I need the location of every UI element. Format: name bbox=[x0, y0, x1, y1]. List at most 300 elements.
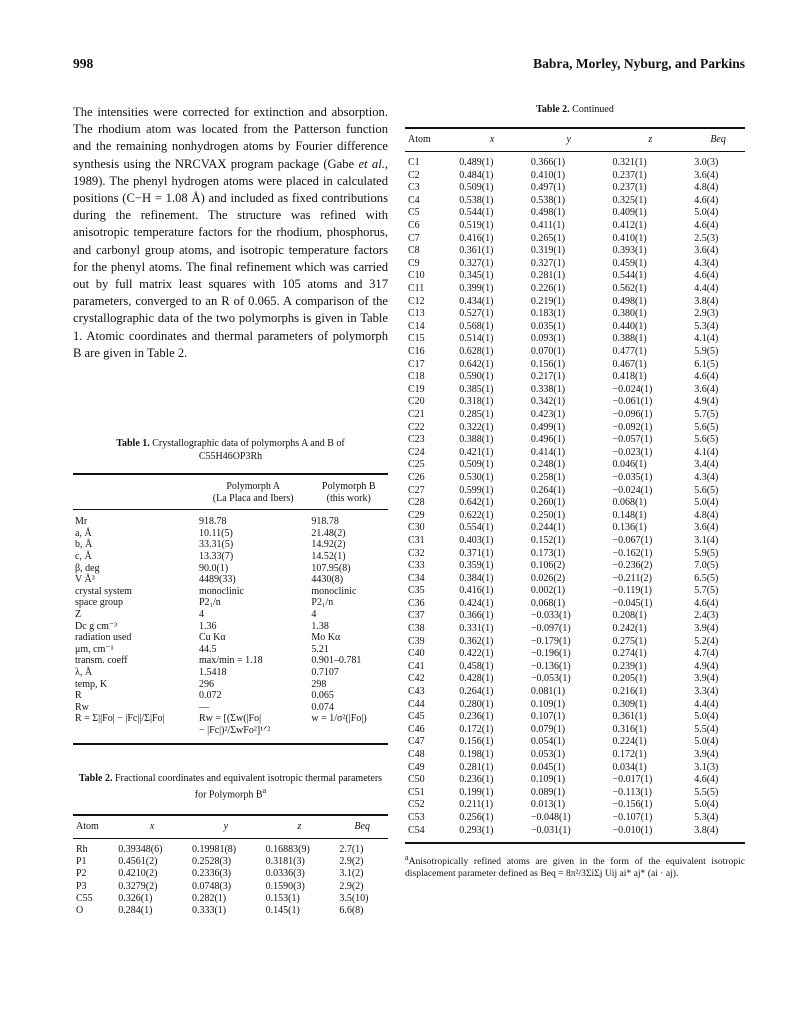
table2b-row bbox=[405, 636, 745, 649]
coordinate-value: 4.6(4) bbox=[694, 194, 719, 206]
atom-label: C9 bbox=[408, 257, 420, 269]
coordinate-value: 0.371(1) bbox=[459, 547, 494, 559]
coordinate-value: 0.39348(6) bbox=[118, 844, 163, 856]
coordinate-value: 0.428(1) bbox=[459, 673, 494, 685]
coordinate-value: 3.3(4) bbox=[694, 686, 719, 698]
table2b-row bbox=[405, 195, 745, 208]
coordinate-value: 0.467(1) bbox=[612, 358, 647, 370]
atom-label: C8 bbox=[408, 245, 420, 257]
coordinate-value: 5.0(4) bbox=[694, 207, 719, 219]
atom-label: C41 bbox=[408, 660, 425, 672]
table2b-row bbox=[405, 774, 745, 787]
coordinate-value: 3.1(4) bbox=[694, 534, 719, 546]
coordinate-value: 4.4(4) bbox=[694, 698, 719, 710]
atom-label: C27 bbox=[408, 484, 425, 496]
coordinate-value: 3.6(4) bbox=[694, 169, 719, 181]
table1-row bbox=[73, 574, 388, 586]
table2b-row bbox=[405, 258, 745, 271]
table1-row-label: space group bbox=[75, 597, 124, 609]
coordinate-value: 2.9(2) bbox=[339, 856, 364, 868]
coordinate-value: 0.628(1) bbox=[459, 346, 494, 357]
atom-label: C1 bbox=[408, 157, 420, 169]
coordinate-value: 4.9(4) bbox=[694, 660, 719, 672]
coordinate-value: 0.326(1) bbox=[118, 892, 153, 904]
coordinate-value: 3.1(2) bbox=[339, 868, 364, 880]
atom-label: C12 bbox=[408, 295, 425, 307]
coordinate-value: 0.538(1) bbox=[459, 194, 494, 206]
table2b-row bbox=[405, 396, 745, 409]
coordinate-value: 0.642(1) bbox=[459, 497, 494, 509]
table1-row-label: Mr bbox=[75, 516, 88, 528]
atom-label: C42 bbox=[408, 673, 425, 685]
coordinate-value: 0.325(1) bbox=[612, 194, 647, 206]
coordinate-value: −0.236(2) bbox=[612, 560, 653, 572]
coordinate-value: 0.153(1) bbox=[265, 892, 300, 904]
coordinate-value: 0.211(1) bbox=[459, 799, 494, 811]
atom-label: C22 bbox=[408, 421, 425, 433]
table1-row bbox=[73, 528, 388, 540]
table2b-row bbox=[405, 686, 745, 699]
table2a-row bbox=[73, 905, 388, 917]
coordinate-value: 0.477(1) bbox=[612, 346, 647, 357]
table2a-row bbox=[73, 868, 388, 880]
atom-label: C16 bbox=[408, 346, 425, 357]
coordinate-value: 0.236(1) bbox=[459, 774, 494, 786]
coordinate-value: 0.527(1) bbox=[459, 308, 494, 320]
table1-value-b: 5.21 bbox=[311, 643, 329, 655]
table1-row-label: radiation used bbox=[75, 632, 132, 644]
coordinate-value: 0.412(1) bbox=[612, 220, 647, 232]
coordinate-value: 3.9(4) bbox=[694, 749, 719, 760]
atom-label: C7 bbox=[408, 232, 420, 244]
coordinate-value: 0.411(1) bbox=[530, 220, 565, 232]
table1-value-b: 0.074 bbox=[311, 701, 334, 713]
atom-label: C32 bbox=[408, 547, 425, 559]
atom-label: C33 bbox=[408, 560, 425, 572]
table2b-row bbox=[405, 207, 745, 220]
table1-row bbox=[73, 667, 388, 679]
coordinate-value: 0.208(1) bbox=[612, 610, 647, 622]
table1-value-b: 4 bbox=[311, 608, 317, 620]
coordinate-value: −0.010(1) bbox=[612, 824, 653, 836]
coordinate-value: 2.9(3) bbox=[694, 308, 719, 320]
table1-value-b: Mo Kα bbox=[311, 632, 341, 644]
table2b-row bbox=[405, 359, 745, 372]
coordinate-value: 3.4(4) bbox=[694, 459, 719, 471]
atom-label: C5 bbox=[408, 207, 420, 219]
coordinate-value: 3.0(3) bbox=[694, 157, 719, 169]
coordinate-value: 0.265(1) bbox=[530, 232, 566, 244]
atom-label: C23 bbox=[408, 434, 425, 446]
coordinate-value: 0.509(1) bbox=[459, 182, 494, 194]
coordinate-value: −0.024(1) bbox=[612, 383, 653, 395]
coordinate-value: 0.226(1) bbox=[530, 283, 566, 295]
table1-value-b: 1.38 bbox=[311, 620, 329, 632]
atom-label: C19 bbox=[408, 383, 425, 395]
coordinate-value: −0.024(1) bbox=[612, 484, 653, 496]
table1-value-a: 13.33(7) bbox=[198, 551, 234, 563]
atom-label: C39 bbox=[408, 635, 425, 647]
coordinate-value: 0.281(1) bbox=[530, 270, 566, 282]
coordinate-value: −0.057(1) bbox=[612, 434, 653, 446]
coordinate-value: 2.9(2) bbox=[339, 880, 364, 892]
atom-label: C55 bbox=[76, 892, 93, 904]
coordinate-value: 0.081(1) bbox=[530, 686, 566, 698]
table1-value-b: 14.92(2) bbox=[311, 539, 346, 551]
table2b-row bbox=[405, 548, 745, 561]
atom-label: C24 bbox=[408, 446, 425, 458]
atom-label: C11 bbox=[408, 283, 425, 295]
coordinate-value: 0.459(1) bbox=[612, 257, 647, 269]
coordinate-value: 0.136(1) bbox=[612, 522, 647, 534]
coordinate-value: 0.393(1) bbox=[612, 245, 647, 257]
coordinate-value: −0.097(1) bbox=[530, 623, 571, 635]
coordinate-value: 0.316(1) bbox=[612, 723, 647, 735]
table1-row-label: V Å³ bbox=[75, 574, 95, 586]
coordinate-value: 4.8(4) bbox=[694, 509, 719, 521]
coordinate-value: 3.5(10) bbox=[339, 892, 369, 904]
coordinate-value: 5.7(5) bbox=[694, 408, 719, 420]
atom-label: C43 bbox=[408, 686, 425, 698]
table1-value-a: 1.5418 bbox=[198, 666, 227, 678]
coordinate-value: 0.107(1) bbox=[530, 711, 566, 723]
atom-label: C26 bbox=[408, 471, 425, 483]
coordinate-value: 0.499(1) bbox=[530, 421, 566, 433]
coordinate-value: −0.048(1) bbox=[530, 811, 571, 823]
table1-row bbox=[73, 655, 388, 667]
coordinate-value: −0.107(1) bbox=[612, 811, 653, 823]
coordinate-value: 0.199(1) bbox=[459, 786, 494, 798]
coordinate-value: 0.236(1) bbox=[459, 711, 494, 723]
coordinate-value: 2.4(3) bbox=[694, 610, 719, 622]
coordinate-value: 5.3(4) bbox=[694, 811, 719, 823]
table1-row bbox=[73, 690, 388, 702]
coordinate-value: 0.497(1) bbox=[530, 182, 566, 194]
table1-value-a: monoclinic bbox=[198, 585, 244, 597]
coordinate-value: 0.106(2) bbox=[530, 560, 566, 572]
body-paragraph: The intensities were corrected for extinction and absorption. The rhodium atom was located from the Patterson function and the remaining nonhydrogen atoms by Fourier difference synthesis using the NRCVAX program package (Gabe et al., 1989). The phenyl hydrogen atoms were placed in calculated positions (C−H = 1.08 Å) and included as fixed contributions during the refinement. The structure was refined with anisotropic temperature factors for the rhodium, phosphorus, and carbonyl group atoms, and isotropic temperature factors for the phenyl atoms. The final refinement which was carried out by full matrix least squares with 105 atoms and 317 parameters, converged to an R of 0.065. A comparison of the crystallographic data of the two polymorphs is given in Table 1. Atomic coordinates and thermal parameters of polymorph B are given in Table 2. bbox=[73, 105, 388, 360]
table1-row bbox=[73, 551, 388, 563]
table2-continued-caption: Table 2. Continued bbox=[536, 104, 614, 115]
coordinate-value: 0.217(1) bbox=[530, 371, 566, 383]
table2b-row bbox=[405, 384, 745, 397]
table2b-row bbox=[405, 434, 745, 447]
table2b-row bbox=[405, 321, 745, 334]
coordinate-value: 0.172(1) bbox=[612, 749, 647, 760]
table2b-row bbox=[405, 812, 745, 825]
table1-row bbox=[73, 702, 388, 714]
coordinate-value: 0.2336(3) bbox=[191, 868, 232, 880]
coordinate-value: 0.361(1) bbox=[612, 711, 647, 723]
table2b-row bbox=[405, 699, 745, 712]
coordinate-value: 0.16883(9) bbox=[265, 844, 310, 856]
coordinate-value: −0.031(1) bbox=[530, 824, 571, 836]
table2b-row bbox=[405, 346, 745, 359]
coordinate-value: 0.224(1) bbox=[612, 736, 647, 748]
atom-label: C15 bbox=[408, 333, 425, 345]
coordinate-value: 0.0336(3) bbox=[265, 868, 305, 880]
table2b-row bbox=[405, 422, 745, 435]
table1-row bbox=[73, 632, 388, 644]
table2b-row bbox=[405, 371, 745, 384]
coordinate-value: 4.4(4) bbox=[694, 283, 719, 295]
table2b-row bbox=[405, 535, 745, 548]
coordinate-value: 0.109(1) bbox=[530, 774, 566, 786]
atom-label: C29 bbox=[408, 509, 425, 521]
coordinate-value: 0.093(1) bbox=[530, 333, 566, 345]
coordinate-value: 0.359(1) bbox=[459, 560, 494, 572]
table2b-row bbox=[405, 585, 745, 598]
table1-value-b: 21.48(2) bbox=[311, 527, 346, 539]
coordinate-value: −0.156(1) bbox=[612, 799, 653, 811]
table1-value-b: 107.95(8) bbox=[311, 562, 351, 574]
table1-value-b: 0.7107 bbox=[311, 666, 339, 678]
atom-label: P2 bbox=[76, 868, 87, 880]
atom-label: C48 bbox=[408, 749, 425, 760]
coordinate-value: 0.4561(2) bbox=[118, 856, 158, 868]
coordinate-value: 0.345(1) bbox=[459, 270, 494, 282]
coordinate-value: 0.205(1) bbox=[612, 673, 647, 685]
coordinate-value: 0.281(1) bbox=[459, 761, 494, 773]
table2b-row bbox=[405, 283, 745, 296]
coordinate-value: 0.530(1) bbox=[459, 471, 494, 483]
coordinate-value: 6.1(5) bbox=[694, 358, 719, 370]
table1-caption: Table 1. Crystallographic data of polymorphs A and B of C55H46OP3Rh bbox=[116, 438, 345, 462]
coordinate-value: 4.6(4) bbox=[694, 220, 719, 232]
table2a-row bbox=[73, 856, 388, 868]
coordinate-value: 3.6(4) bbox=[694, 245, 719, 257]
coordinate-value: 0.498(1) bbox=[612, 295, 647, 307]
table1-row bbox=[73, 563, 388, 575]
table2a-row bbox=[73, 839, 388, 857]
atom-label: C3 bbox=[408, 182, 420, 194]
atom-label: C47 bbox=[408, 736, 425, 748]
table1-value-a: 90.0(1) bbox=[198, 562, 229, 574]
table1-row bbox=[73, 609, 388, 621]
coordinate-value: 0.284(1) bbox=[118, 905, 153, 917]
coordinate-value: 0.068(1) bbox=[530, 597, 566, 609]
atom-label: C20 bbox=[408, 396, 425, 408]
coordinate-value: 0.173(1) bbox=[530, 547, 566, 559]
atom-label: C31 bbox=[408, 534, 425, 546]
coordinate-value: 0.409(1) bbox=[612, 207, 647, 219]
atom-label: Rh bbox=[76, 844, 88, 856]
coordinate-value: 0.3181(3) bbox=[265, 856, 305, 868]
table2-part1: Atom x y z Beq Rh 0.39348(6) 0.19981(8) 0.16883(9) 2.7(1) P1 0.4561(2) 0.2528(3) 0.3181(3) 2.9(2) P2 0.4210(2) 0.2336(3) 0.0336(3) 3.1(2) P3 0.3279(2) 0.0748(3) 0.1590(3) 2.9(2) C55 0.326(1) 0.282(1) 0.153(1) 3.5(10) O 0.284(1) 0.333(1) 0.145(1) 6.6(8) bbox=[73, 814, 388, 917]
table2b-row bbox=[405, 762, 745, 775]
coordinate-value: 0.280(1) bbox=[459, 698, 494, 710]
coordinate-value: 0.519(1) bbox=[459, 220, 494, 232]
coordinate-value: 0.4210(2) bbox=[118, 868, 158, 880]
table1-value-a: — bbox=[198, 701, 209, 713]
table1: Polymorph A Polymorph B (La Placa and Ibers) (this work) Mr 918.78 918.78 a, Å 10.11(5) 21.48(2) b, Å 33.31(5) 14.92(2) c, Å 13.33(7) 14.52(1) β, deg 90.0(1) 107.95(8) V Å³ 4489(33) 4430(8) crystal system monoclinic monoclinic space group P2₁/n P2₁/n Z 4 4 Dc g cm⁻³ 1.36 1.38 radiation used Cu Kα Mo Kα μm, cm⁻¹ 44.5 5.21 transm. coeff max/min = 1.18 0.901–0.781 λ, Å 1.5418 0.7107 temp, K 296 298 R 0.072 0.065 Rw — 0.074 R = Σ||Fo| − |Fc||/Σ|Fo| Rw = [(Σw(|Fo| w = 1/σ²(|Fo|) − |Fc|)²/ΣwFo²]¹ᐟ² bbox=[73, 473, 388, 744]
table1-value-a: 10.11(5) bbox=[198, 527, 233, 539]
atom-label: C54 bbox=[408, 824, 425, 836]
coordinate-value: 0.264(1) bbox=[530, 484, 566, 496]
atom-label: C45 bbox=[408, 711, 425, 723]
coordinate-value: 5.5(5) bbox=[694, 786, 719, 798]
coordinate-value: 4.6(4) bbox=[694, 774, 719, 786]
coordinate-value: 5.6(5) bbox=[694, 434, 719, 446]
coordinate-value: 0.514(1) bbox=[459, 333, 494, 345]
coordinate-value: 0.366(1) bbox=[459, 610, 494, 622]
coordinate-value: 0.421(1) bbox=[459, 446, 494, 458]
coordinate-value: 4.1(4) bbox=[694, 333, 719, 345]
coordinate-value: 0.156(1) bbox=[530, 358, 566, 370]
atom-label: C52 bbox=[408, 799, 425, 811]
rw-definition: Rw = [(Σw(|Fo| bbox=[198, 713, 262, 725]
coordinate-value: 0.496(1) bbox=[530, 434, 566, 446]
coordinate-value: 3.9(4) bbox=[694, 673, 719, 685]
coordinate-value: 5.0(4) bbox=[694, 711, 719, 723]
coordinate-value: 0.327(1) bbox=[530, 257, 566, 269]
coordinate-value: 0.026(2) bbox=[530, 572, 566, 584]
coordinate-value: 0.399(1) bbox=[459, 283, 494, 295]
coordinate-value: 0.509(1) bbox=[459, 459, 494, 471]
coordinate-value: 0.458(1) bbox=[459, 660, 494, 672]
coordinate-value: 4.3(4) bbox=[694, 471, 719, 483]
table1-row bbox=[73, 679, 388, 691]
table1-value-a: 44.5 bbox=[198, 643, 217, 655]
table1-value-a: max/min = 1.18 bbox=[198, 655, 263, 667]
coordinate-value: 0.366(1) bbox=[530, 157, 566, 169]
coordinate-value: 5.0(4) bbox=[694, 497, 719, 509]
coordinate-value: 4.8(4) bbox=[694, 182, 719, 194]
table2b-row bbox=[405, 220, 745, 233]
coordinate-value: 5.9(5) bbox=[694, 346, 719, 357]
table2b-row bbox=[405, 648, 745, 661]
running-head-authors: Babra, Morley, Nyburg, and Parkins bbox=[533, 56, 745, 71]
table2a-row bbox=[73, 893, 388, 905]
table2b-row bbox=[405, 245, 745, 258]
table2b-row bbox=[405, 510, 745, 523]
coordinate-value: 0.327(1) bbox=[459, 257, 494, 269]
coordinate-value: 5.0(4) bbox=[694, 736, 719, 748]
coordinate-value: −0.162(1) bbox=[612, 547, 653, 559]
left-column bbox=[73, 104, 388, 917]
coordinate-value: 0.590(1) bbox=[459, 371, 494, 383]
coordinate-value: 0.258(1) bbox=[530, 471, 566, 483]
coordinate-value: −0.067(1) bbox=[612, 534, 653, 546]
coordinate-value: 0.145(1) bbox=[265, 905, 300, 917]
coordinate-value: 0.054(1) bbox=[530, 736, 566, 748]
page-header bbox=[73, 50, 745, 74]
table1-row-label: Z bbox=[75, 608, 82, 620]
table2b-row bbox=[405, 459, 745, 472]
coordinate-value: 0.318(1) bbox=[459, 396, 494, 408]
atom-label: C18 bbox=[408, 371, 425, 383]
coordinate-value: 0.554(1) bbox=[459, 522, 494, 534]
atom-label: C30 bbox=[408, 522, 425, 534]
coordinate-value: 0.309(1) bbox=[612, 698, 647, 710]
table1-value-b: 298 bbox=[311, 678, 327, 690]
coordinate-value: 0.19981(8) bbox=[191, 844, 237, 856]
coordinate-value: 0.544(1) bbox=[612, 270, 647, 282]
table1-value-b: 0.901–0.781 bbox=[311, 655, 362, 667]
coordinate-value: 0.198(1) bbox=[459, 749, 494, 760]
table1-row-label: a, Å bbox=[75, 527, 92, 539]
table2b-row bbox=[405, 560, 745, 573]
coordinate-value: 0.319(1) bbox=[530, 245, 566, 257]
atom-label: C36 bbox=[408, 597, 425, 609]
coordinate-value: 4.6(4) bbox=[694, 597, 719, 609]
table2b-row bbox=[405, 787, 745, 800]
atom-label: C13 bbox=[408, 308, 425, 320]
table1-value-b: 0.065 bbox=[311, 690, 334, 702]
coordinate-value: 3.6(4) bbox=[694, 522, 719, 534]
coordinate-value: 0.045(1) bbox=[530, 761, 566, 773]
coordinate-value: 0.183(1) bbox=[530, 308, 566, 320]
coordinate-value: 0.152(1) bbox=[530, 534, 566, 546]
coordinate-value: 2.5(3) bbox=[694, 232, 719, 244]
coordinate-value: 0.285(1) bbox=[459, 408, 494, 420]
coordinate-value: 4.9(4) bbox=[694, 396, 719, 408]
table2b-row bbox=[405, 296, 745, 309]
coordinate-value: 0.275(1) bbox=[612, 635, 647, 647]
coordinate-value: 0.256(1) bbox=[459, 811, 494, 823]
coordinate-value: 0.599(1) bbox=[459, 484, 494, 496]
coordinate-value: 0.424(1) bbox=[459, 597, 494, 609]
table2b-row bbox=[405, 799, 745, 812]
coordinate-value: 0.237(1) bbox=[612, 182, 647, 194]
coordinate-value: 0.333(1) bbox=[191, 905, 227, 917]
coordinate-value: 0.274(1) bbox=[612, 648, 647, 660]
coordinate-value: 0.237(1) bbox=[612, 169, 647, 181]
table1-value-a: 918.78 bbox=[198, 516, 227, 528]
coordinate-value: 0.070(1) bbox=[530, 346, 566, 357]
coordinate-value: 0.416(1) bbox=[459, 232, 494, 244]
coordinate-value: 0.380(1) bbox=[612, 308, 647, 320]
coordinate-value: 0.416(1) bbox=[459, 585, 494, 597]
coordinate-value: −0.035(1) bbox=[612, 471, 653, 483]
coordinate-value: 0.321(1) bbox=[612, 157, 647, 169]
coordinate-value: 4.6(4) bbox=[694, 371, 719, 383]
table1-row-label: c, Å bbox=[75, 551, 92, 563]
coordinate-value: 0.562(1) bbox=[612, 283, 647, 295]
coordinate-value: 4.7(4) bbox=[694, 648, 719, 660]
coordinate-value: 5.6(5) bbox=[694, 484, 719, 496]
table2b-row bbox=[405, 598, 745, 611]
w-definition: w = 1/σ²(|Fo|) bbox=[311, 713, 367, 725]
coordinate-value: 0.046(1) bbox=[612, 459, 647, 471]
atom-label: C40 bbox=[408, 648, 425, 660]
coordinate-value: 0.260(1) bbox=[530, 497, 566, 509]
table1-value-b: P2₁/n bbox=[311, 597, 334, 609]
table2b-row bbox=[405, 233, 745, 246]
coordinate-value: 5.2(4) bbox=[694, 635, 719, 647]
atom-label: C44 bbox=[408, 698, 425, 710]
coordinate-value: 0.002(1) bbox=[530, 585, 566, 597]
atom-label: P1 bbox=[76, 856, 87, 868]
coordinate-value: 0.034(1) bbox=[612, 761, 647, 773]
coordinate-value: 5.9(5) bbox=[694, 547, 719, 559]
atom-label: C17 bbox=[408, 358, 425, 370]
coordinate-value: 0.568(1) bbox=[459, 320, 494, 332]
table2b-row bbox=[405, 661, 745, 674]
table2b-row bbox=[405, 522, 745, 535]
table2b-row bbox=[405, 610, 745, 623]
table2b-row bbox=[405, 711, 745, 724]
coordinate-value: 5.5(4) bbox=[694, 723, 719, 735]
table1-row-label: transm. coeff bbox=[75, 655, 128, 667]
table1-value-a: 4489(33) bbox=[198, 574, 236, 586]
coordinate-value: 0.388(1) bbox=[459, 434, 494, 446]
table2b-row bbox=[405, 736, 745, 749]
coordinate-value: 7.0(5) bbox=[694, 560, 719, 572]
coordinate-value: 0.248(1) bbox=[530, 459, 566, 471]
coordinate-value: 0.293(1) bbox=[459, 824, 494, 836]
coordinate-value: 0.403(1) bbox=[459, 534, 494, 546]
